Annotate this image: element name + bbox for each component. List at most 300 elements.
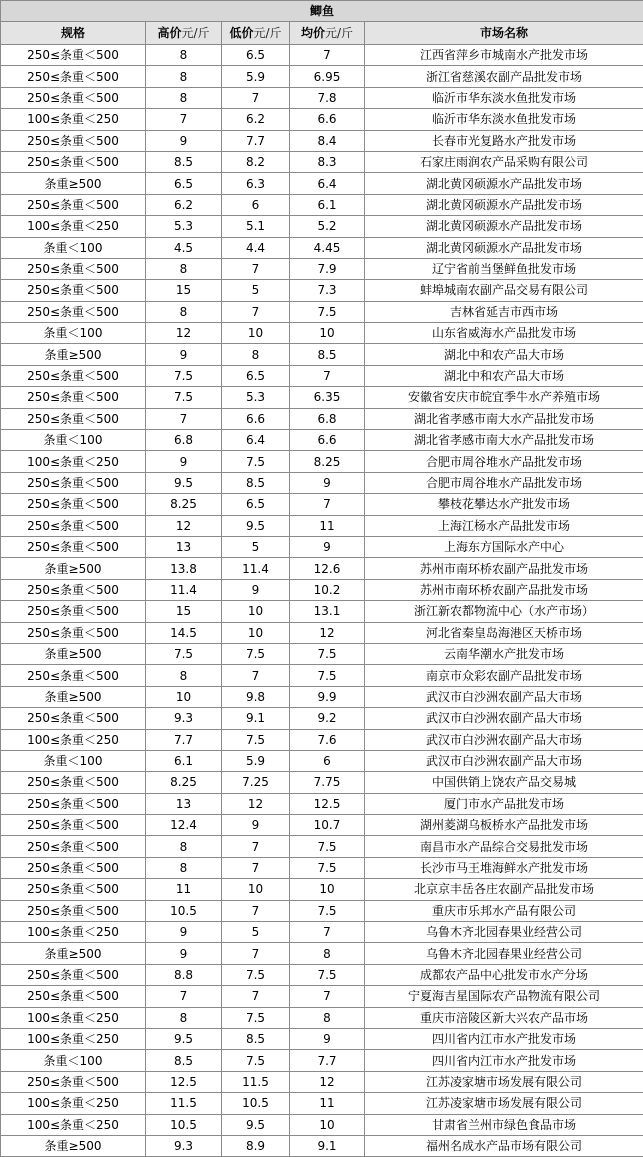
cell-avg-price: 12: [290, 1071, 365, 1092]
table-row: [1, 601, 643, 622]
cell-spec: 条重≥500: [1, 558, 146, 579]
cell-spec: 条重＜100: [1, 237, 146, 258]
table-row: [1, 472, 643, 493]
cell-low-price: 12: [222, 793, 290, 814]
cell-market: 苏州市南环桥农副产品批发市场: [365, 558, 643, 579]
table-row: [1, 323, 643, 344]
cell-high-price: 10.5: [146, 1114, 222, 1135]
cell-spec: 250≤条重＜500: [1, 601, 146, 622]
cell-low-price: 7.5: [222, 1007, 290, 1028]
cell-avg-price: 7.5: [290, 857, 365, 878]
cell-avg-price: 10.2: [290, 579, 365, 600]
cell-avg-price: 12: [290, 622, 365, 643]
cell-avg-price: 5.2: [290, 216, 365, 237]
cell-avg-price: 10: [290, 879, 365, 900]
cell-avg-price: 10.7: [290, 815, 365, 836]
cell-avg-price: 7.9: [290, 258, 365, 279]
cell-high-price: 8: [146, 66, 222, 87]
cell-market: 长沙市马王堆海鲜水产批发市场: [365, 857, 643, 878]
cell-low-price: 9: [222, 815, 290, 836]
cell-high-price: 6.5: [146, 173, 222, 194]
cell-low-price: 7: [222, 87, 290, 108]
header-spec: 规格: [1, 22, 146, 45]
cell-low-price: 7.5: [222, 964, 290, 985]
cell-market: 湖北黄冈硕源水产品批发市场: [365, 173, 643, 194]
table-row: [1, 793, 643, 814]
table-row: [1, 665, 643, 686]
cell-low-price: 7: [222, 258, 290, 279]
cell-market: 武汉市白沙洲农副产品大市场: [365, 708, 643, 729]
cell-market: 湖北中和农产品大市场: [365, 365, 643, 386]
cell-spec: 250≤条重＜500: [1, 365, 146, 386]
cell-high-price: 15: [146, 280, 222, 301]
cell-low-price: 10: [222, 323, 290, 344]
table-row: [1, 708, 643, 729]
cell-avg-price: 4.45: [290, 237, 365, 258]
cell-high-price: 7.5: [146, 365, 222, 386]
cell-low-price: 7.25: [222, 772, 290, 793]
cell-high-price: 6.8: [146, 430, 222, 451]
cell-spec: 100≤条重＜250: [1, 1114, 146, 1135]
cell-market: 合肥市周谷堆水产品批发市场: [365, 472, 643, 493]
cell-spec: 250≤条重＜500: [1, 194, 146, 215]
cell-market: 中国供销上饶农产品交易城: [365, 772, 643, 793]
table-row: [1, 1114, 643, 1135]
cell-low-price: 7: [222, 665, 290, 686]
table-row: [1, 750, 643, 771]
header-low-label: 低价: [229, 26, 253, 40]
cell-avg-price: 7: [290, 922, 365, 943]
cell-avg-price: 6.1: [290, 194, 365, 215]
cell-low-price: 6.5: [222, 365, 290, 386]
cell-low-price: 6.4: [222, 430, 290, 451]
cell-low-price: 9: [222, 579, 290, 600]
cell-market: 蚌埠城南农副产品交易有限公司: [365, 280, 643, 301]
cell-low-price: 7: [222, 301, 290, 322]
table-row: [1, 194, 643, 215]
table-row: [1, 430, 643, 451]
cell-high-price: 11.5: [146, 1093, 222, 1114]
table-row: [1, 558, 643, 579]
cell-high-price: 13: [146, 793, 222, 814]
table-row: [1, 536, 643, 557]
cell-avg-price: 6.95: [290, 66, 365, 87]
cell-spec: 250≤条重＜500: [1, 280, 146, 301]
table-header-row: [1, 22, 643, 45]
cell-high-price: 8: [146, 87, 222, 108]
cell-low-price: 7: [222, 836, 290, 857]
cell-spec: 250≤条重＜500: [1, 515, 146, 536]
header-low-unit: 元/斤: [253, 26, 281, 40]
cell-low-price: 7.5: [222, 643, 290, 664]
table-row: [1, 130, 643, 151]
cell-avg-price: 7.5: [290, 836, 365, 857]
cell-high-price: 8: [146, 258, 222, 279]
table-row: [1, 686, 643, 707]
cell-market: 苏州市南环桥农副产品批发市场: [365, 579, 643, 600]
cell-low-price: 5: [222, 922, 290, 943]
cell-low-price: 7.5: [222, 729, 290, 750]
cell-spec: 250≤条重＜500: [1, 387, 146, 408]
header-low-price: [222, 22, 290, 45]
cell-market: 临沂市华东淡水鱼批发市场: [365, 109, 643, 130]
cell-low-price: 7.5: [222, 451, 290, 472]
cell-market: 长春市光复路水产批发市场: [365, 130, 643, 151]
cell-market: 合肥市周谷堆水产品批发市场: [365, 451, 643, 472]
table-row: [1, 900, 643, 921]
cell-low-price: 5: [222, 536, 290, 557]
cell-avg-price: 7.3: [290, 280, 365, 301]
cell-market: 上海东方国际水产中心: [365, 536, 643, 557]
header-high-label: 高价: [157, 26, 181, 40]
cell-low-price: 8: [222, 344, 290, 365]
cell-market: 福州名成水产品市场有限公司: [365, 1135, 643, 1156]
cell-avg-price: 10: [290, 323, 365, 344]
cell-high-price: 7.5: [146, 387, 222, 408]
cell-low-price: 5.9: [222, 66, 290, 87]
table-row: [1, 237, 643, 258]
cell-high-price: 9.5: [146, 1028, 222, 1049]
cell-spec: 100≤条重＜250: [1, 729, 146, 750]
cell-spec: 250≤条重＜500: [1, 708, 146, 729]
cell-avg-price: 7.6: [290, 729, 365, 750]
cell-market: 湖北中和农产品大市场: [365, 344, 643, 365]
cell-avg-price: 9.1: [290, 1135, 365, 1156]
table-row: [1, 109, 643, 130]
cell-spec: 条重＜100: [1, 750, 146, 771]
cell-avg-price: 10: [290, 1114, 365, 1135]
cell-market: 乌鲁木齐北园春果业经营公司: [365, 943, 643, 964]
table-row: [1, 857, 643, 878]
table-row: [1, 1135, 643, 1156]
cell-low-price: 6.5: [222, 45, 290, 66]
cell-high-price: 9.5: [146, 472, 222, 493]
table-row: [1, 879, 643, 900]
cell-spec: 100≤条重＜250: [1, 1007, 146, 1028]
cell-low-price: 7: [222, 943, 290, 964]
table-row: [1, 258, 643, 279]
cell-high-price: 8.25: [146, 772, 222, 793]
cell-market: 湖北黄冈硕源水产品批发市场: [365, 237, 643, 258]
cell-low-price: 10.5: [222, 1093, 290, 1114]
cell-avg-price: 7: [290, 365, 365, 386]
cell-low-price: 5.9: [222, 750, 290, 771]
header-high-unit: 元/斤: [181, 26, 209, 40]
cell-high-price: 8.8: [146, 964, 222, 985]
cell-high-price: 12: [146, 515, 222, 536]
cell-low-price: 7: [222, 857, 290, 878]
header-high-price: [146, 22, 222, 45]
table-row: [1, 87, 643, 108]
cell-avg-price: 6: [290, 750, 365, 771]
cell-spec: 250≤条重＜500: [1, 900, 146, 921]
cell-market: 南京市众彩农副产品批发市场: [365, 665, 643, 686]
table-row: [1, 579, 643, 600]
cell-spec: 100≤条重＜250: [1, 922, 146, 943]
cell-high-price: 8: [146, 857, 222, 878]
cell-low-price: 6.5: [222, 494, 290, 515]
cell-avg-price: 7: [290, 986, 365, 1007]
cell-market: 临沂市华东淡水鱼批发市场: [365, 87, 643, 108]
cell-avg-price: 9: [290, 472, 365, 493]
cell-avg-price: 8.25: [290, 451, 365, 472]
cell-spec: 250≤条重＜500: [1, 879, 146, 900]
cell-avg-price: 8.5: [290, 344, 365, 365]
cell-avg-price: 6.4: [290, 173, 365, 194]
cell-market: 安徽省安庆市皖宜季牛水产养殖市场: [365, 387, 643, 408]
cell-avg-price: 8.4: [290, 130, 365, 151]
cell-high-price: 8: [146, 665, 222, 686]
table-row: [1, 365, 643, 386]
cell-spec: 100≤条重＜250: [1, 1028, 146, 1049]
cell-low-price: 5.1: [222, 216, 290, 237]
cell-market: 甘肃省兰州市绿色食品市场: [365, 1114, 643, 1135]
cell-market: 江西省萍乡市城南水产批发市场: [365, 45, 643, 66]
cell-spec: 250≤条重＜500: [1, 579, 146, 600]
cell-market: 吉林省延吉市西市场: [365, 301, 643, 322]
cell-spec: 250≤条重＜500: [1, 793, 146, 814]
cell-market: 成都农产品中心批发市水产分场: [365, 964, 643, 985]
cell-spec: 100≤条重＜250: [1, 109, 146, 130]
cell-low-price: 9.8: [222, 686, 290, 707]
cell-low-price: 7: [222, 986, 290, 1007]
cell-spec: 条重≥500: [1, 344, 146, 365]
cell-avg-price: 11: [290, 1093, 365, 1114]
cell-high-price: 6.1: [146, 750, 222, 771]
cell-avg-price: 6.8: [290, 408, 365, 429]
table-title-row: [1, 1, 643, 22]
cell-high-price: 7.7: [146, 729, 222, 750]
cell-low-price: 8.2: [222, 151, 290, 172]
cell-low-price: 7: [222, 900, 290, 921]
table-row: [1, 494, 643, 515]
cell-avg-price: 9.2: [290, 708, 365, 729]
table-row: [1, 772, 643, 793]
table-row: [1, 922, 643, 943]
cell-spec: 250≤条重＜500: [1, 857, 146, 878]
cell-high-price: 11: [146, 879, 222, 900]
cell-avg-price: 9: [290, 536, 365, 557]
table-row: [1, 216, 643, 237]
cell-high-price: 9.3: [146, 1135, 222, 1156]
cell-high-price: 13.8: [146, 558, 222, 579]
cell-market: 江苏凌家塘市场发展有限公司: [365, 1071, 643, 1092]
cell-spec: 250≤条重＜500: [1, 665, 146, 686]
cell-market: 河北省秦皇岛海港区天桥市场: [365, 622, 643, 643]
cell-market: 湖北黄冈硕源水产品批发市场: [365, 216, 643, 237]
cell-avg-price: 7.75: [290, 772, 365, 793]
cell-market: 攀枝花攀达水产批发市场: [365, 494, 643, 515]
cell-spec: 250≤条重＜500: [1, 986, 146, 1007]
table-row: [1, 1050, 643, 1071]
cell-market: 四川省内江市水产批发市场: [365, 1050, 643, 1071]
table-row: [1, 173, 643, 194]
table-row: [1, 151, 643, 172]
cell-market: 北京京丰岳各庄农副产品批发市场: [365, 879, 643, 900]
cell-spec: 250≤条重＜500: [1, 301, 146, 322]
cell-low-price: 6.3: [222, 173, 290, 194]
cell-spec: 250≤条重＜500: [1, 151, 146, 172]
cell-low-price: 10: [222, 879, 290, 900]
cell-spec: 250≤条重＜500: [1, 772, 146, 793]
cell-spec: 条重≥500: [1, 943, 146, 964]
cell-low-price: 4.4: [222, 237, 290, 258]
cell-market: 重庆市乐邦水产品有限公司: [365, 900, 643, 921]
cell-avg-price: 7.5: [290, 900, 365, 921]
cell-low-price: 5: [222, 280, 290, 301]
cell-spec: 250≤条重＜500: [1, 1071, 146, 1092]
cell-low-price: 9.5: [222, 1114, 290, 1135]
table-row: [1, 729, 643, 750]
cell-high-price: 9: [146, 943, 222, 964]
cell-low-price: 7.5: [222, 1050, 290, 1071]
cell-avg-price: 7.8: [290, 87, 365, 108]
cell-high-price: 12.5: [146, 1071, 222, 1092]
cell-market: 云南华潮水产批发市场: [365, 643, 643, 664]
table-title: 鲫鱼: [1, 1, 643, 22]
cell-spec: 条重＜100: [1, 430, 146, 451]
cell-high-price: 8.5: [146, 151, 222, 172]
table-row: [1, 344, 643, 365]
cell-avg-price: 11: [290, 515, 365, 536]
cell-market: 浙江新农都物流中心（水产市场）: [365, 601, 643, 622]
table-row: [1, 451, 643, 472]
cell-spec: 250≤条重＜500: [1, 472, 146, 493]
cell-market: 上海江杨水产品批发市场: [365, 515, 643, 536]
table-row: [1, 815, 643, 836]
cell-low-price: 11.5: [222, 1071, 290, 1092]
cell-high-price: 9: [146, 922, 222, 943]
cell-market: 辽宁省前当堡鲜鱼批发市场: [365, 258, 643, 279]
cell-market: 湖北黄冈硕源水产品批发市场: [365, 194, 643, 215]
cell-high-price: 10.5: [146, 900, 222, 921]
cell-spec: 条重＜100: [1, 1050, 146, 1071]
cell-high-price: 15: [146, 601, 222, 622]
header-avg-price: [290, 22, 365, 45]
cell-low-price: 10: [222, 622, 290, 643]
header-avg-unit: 元/斤: [325, 26, 353, 40]
cell-avg-price: 7: [290, 45, 365, 66]
cell-low-price: 11.4: [222, 558, 290, 579]
cell-high-price: 13: [146, 536, 222, 557]
cell-market: 宁夏海吉星国际农产品物流有限公司: [365, 986, 643, 1007]
cell-avg-price: 7.5: [290, 643, 365, 664]
cell-market: 石家庄雨润农产品采购有限公司: [365, 151, 643, 172]
cell-market: 武汉市白沙洲农副产品大市场: [365, 750, 643, 771]
cell-market: 南昌市水产品综合交易批发市场: [365, 836, 643, 857]
cell-spec: 250≤条重＜500: [1, 130, 146, 151]
cell-spec: 250≤条重＜500: [1, 815, 146, 836]
cell-low-price: 7.7: [222, 130, 290, 151]
cell-high-price: 8: [146, 45, 222, 66]
cell-spec: 250≤条重＜500: [1, 258, 146, 279]
table-body: [1, 45, 643, 1157]
cell-high-price: 7: [146, 109, 222, 130]
cell-low-price: 6.6: [222, 408, 290, 429]
table-row: [1, 1093, 643, 1114]
cell-market: 湖州菱湖乌板桥水产品批发市场: [365, 815, 643, 836]
cell-high-price: 4.5: [146, 237, 222, 258]
cell-spec: 250≤条重＜500: [1, 66, 146, 87]
cell-high-price: 9: [146, 344, 222, 365]
cell-low-price: 10: [222, 601, 290, 622]
cell-avg-price: 7.5: [290, 964, 365, 985]
cell-avg-price: 13.1: [290, 601, 365, 622]
cell-high-price: 8.25: [146, 494, 222, 515]
cell-high-price: 12.4: [146, 815, 222, 836]
cell-high-price: 9.3: [146, 708, 222, 729]
cell-avg-price: 12.6: [290, 558, 365, 579]
cell-high-price: 7: [146, 986, 222, 1007]
table-row: [1, 66, 643, 87]
cell-low-price: 6: [222, 194, 290, 215]
cell-avg-price: 8: [290, 943, 365, 964]
cell-avg-price: 7.7: [290, 1050, 365, 1071]
cell-high-price: 9: [146, 130, 222, 151]
cell-spec: 条重≥500: [1, 643, 146, 664]
cell-high-price: 10: [146, 686, 222, 707]
cell-market: 厦门市水产品批发市场: [365, 793, 643, 814]
cell-avg-price: 7.5: [290, 665, 365, 686]
cell-avg-price: 7: [290, 494, 365, 515]
cell-high-price: 9: [146, 451, 222, 472]
cell-high-price: 8: [146, 836, 222, 857]
cell-spec: 250≤条重＜500: [1, 536, 146, 557]
cell-high-price: 14.5: [146, 622, 222, 643]
table-row: [1, 387, 643, 408]
cell-high-price: 8: [146, 301, 222, 322]
cell-avg-price: 8: [290, 1007, 365, 1028]
cell-spec: 250≤条重＜500: [1, 494, 146, 515]
table-row: [1, 643, 643, 664]
cell-avg-price: 7.5: [290, 301, 365, 322]
cell-spec: 250≤条重＜500: [1, 45, 146, 66]
cell-spec: 条重＜100: [1, 323, 146, 344]
cell-spec: 100≤条重＜250: [1, 451, 146, 472]
table-row: [1, 301, 643, 322]
cell-market: 武汉市白沙洲农副产品大市场: [365, 729, 643, 750]
cell-spec: 100≤条重＜250: [1, 216, 146, 237]
cell-spec: 250≤条重＜500: [1, 87, 146, 108]
table-row: [1, 986, 643, 1007]
cell-avg-price: 9: [290, 1028, 365, 1049]
cell-avg-price: 12.5: [290, 793, 365, 814]
cell-high-price: 8: [146, 1007, 222, 1028]
cell-spec: 条重≥500: [1, 1135, 146, 1156]
cell-high-price: 11.4: [146, 579, 222, 600]
cell-spec: 250≤条重＜500: [1, 622, 146, 643]
cell-market: 浙江省慈溪农副产品批发市场: [365, 66, 643, 87]
cell-avg-price: 9.9: [290, 686, 365, 707]
table-row: [1, 1007, 643, 1028]
table-row: [1, 515, 643, 536]
cell-market: 乌鲁木齐北园春果业经营公司: [365, 922, 643, 943]
header-market: 市场名称: [365, 22, 643, 45]
cell-spec: 250≤条重＜500: [1, 964, 146, 985]
cell-high-price: 8.5: [146, 1050, 222, 1071]
cell-high-price: 7: [146, 408, 222, 429]
table-row: [1, 836, 643, 857]
cell-market: 江苏凌家塘市场发展有限公司: [365, 1093, 643, 1114]
cell-spec: 250≤条重＜500: [1, 408, 146, 429]
cell-high-price: 7.5: [146, 643, 222, 664]
cell-low-price: 9.5: [222, 515, 290, 536]
cell-market: 重庆市涪陵区新大兴农产品市场: [365, 1007, 643, 1028]
table-row: [1, 964, 643, 985]
cell-spec: 条重≥500: [1, 686, 146, 707]
cell-spec: 250≤条重＜500: [1, 836, 146, 857]
cell-low-price: 9.1: [222, 708, 290, 729]
